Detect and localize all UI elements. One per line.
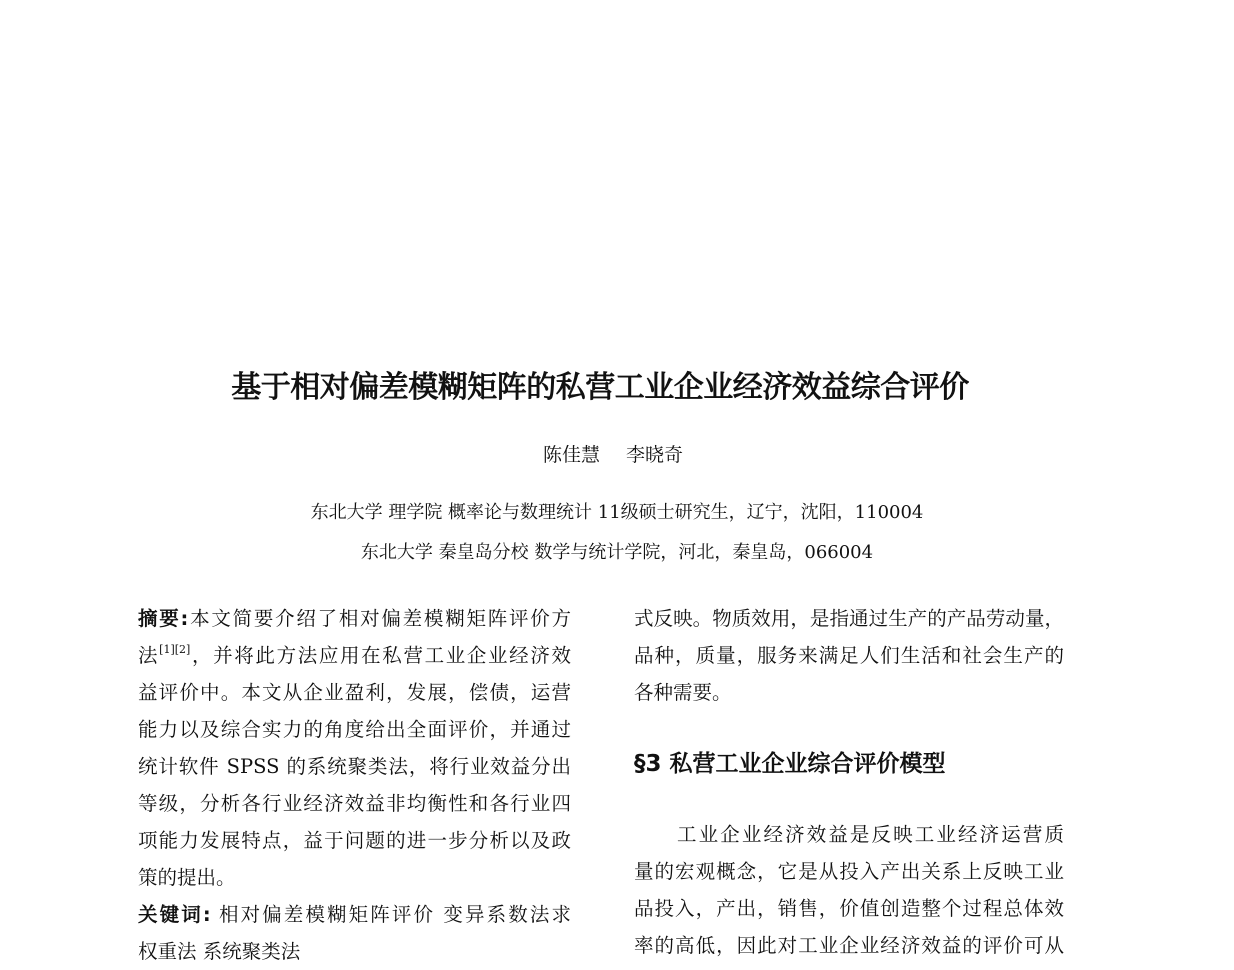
abstract-line: 等级，分析各行业经济效益非均衡性和各行业四 xyxy=(138,792,571,815)
affiliation: 东北大学 理学院 概率论与数理统计 11级硕士研究生，辽宁，沈阳，110004 xyxy=(310,502,924,523)
section-body xyxy=(634,816,1064,964)
abstract-line: 益评价中。本文从企业盈利，发展，偿债，运营 xyxy=(138,681,571,704)
keywords-text: 相对偏差模糊矩阵评价 变异系数法求 xyxy=(210,903,571,926)
body-line: 式反映。物质效用，是指通过生产的产品劳动量， xyxy=(634,607,1064,630)
abstract-line: 项能力发展特点，益于问题的进一步分析以及政 xyxy=(138,829,571,852)
paper-title: 基于相对偏差模糊矩阵的私营工业企业经济效益综合评价 xyxy=(231,370,969,405)
affiliation: 东北大学 秦皇岛分校 数学与统计学院，河北，秦皇岛，066004 xyxy=(360,542,874,563)
abstract-line: 策的提出。 xyxy=(138,866,236,889)
section-heading xyxy=(634,745,946,778)
abstract-line xyxy=(138,600,571,637)
body-line: 品投入，产出，销售，价值创造整个过程总体效 xyxy=(634,897,1064,920)
abstract-column xyxy=(138,600,571,970)
intro-column xyxy=(634,600,1064,711)
section-title: 私营工业企业综合评价模型 xyxy=(669,751,946,777)
keywords-line: 权重法 系统聚类法 xyxy=(138,940,301,963)
abstract-line xyxy=(138,637,571,674)
abstract-line: 统计软件 SPSS 的系统聚类法，将行业效益分出 xyxy=(138,755,571,778)
keywords-line xyxy=(138,896,571,933)
body-line: 品种，质量，服务来满足人们生活和社会生产的 xyxy=(634,644,1064,667)
author-name: 李晓奇 xyxy=(626,444,684,466)
section-number: §3 xyxy=(634,751,662,777)
abstract-text: ，并将此方法应用在私营工业企业经济效 xyxy=(190,644,571,667)
author-name: 陈佳慧 xyxy=(542,444,600,466)
body-line: 率的高低，因此对工业企业经济效益的评价可从 xyxy=(634,934,1064,957)
author-list xyxy=(0,440,1226,467)
body-line: 工业企业经济效益是反映工业经济运营质 xyxy=(677,823,1064,846)
abstract-line: 能力以及综合实力的角度给出全面评价，并通过 xyxy=(138,718,571,741)
abstract-text: 法 xyxy=(138,644,160,667)
abstract-text: 本文简要介绍了相对偏差模糊矩阵评价方 xyxy=(188,607,571,630)
abstract-label: 摘要: xyxy=(138,607,189,630)
body-line: 各种需要。 xyxy=(634,681,732,704)
citation-marker: [1][2] xyxy=(159,643,191,656)
keywords-label: 关键词: xyxy=(138,903,211,926)
body-line: 量的宏观概念，它是从投入产出关系上反映工业 xyxy=(634,860,1064,883)
